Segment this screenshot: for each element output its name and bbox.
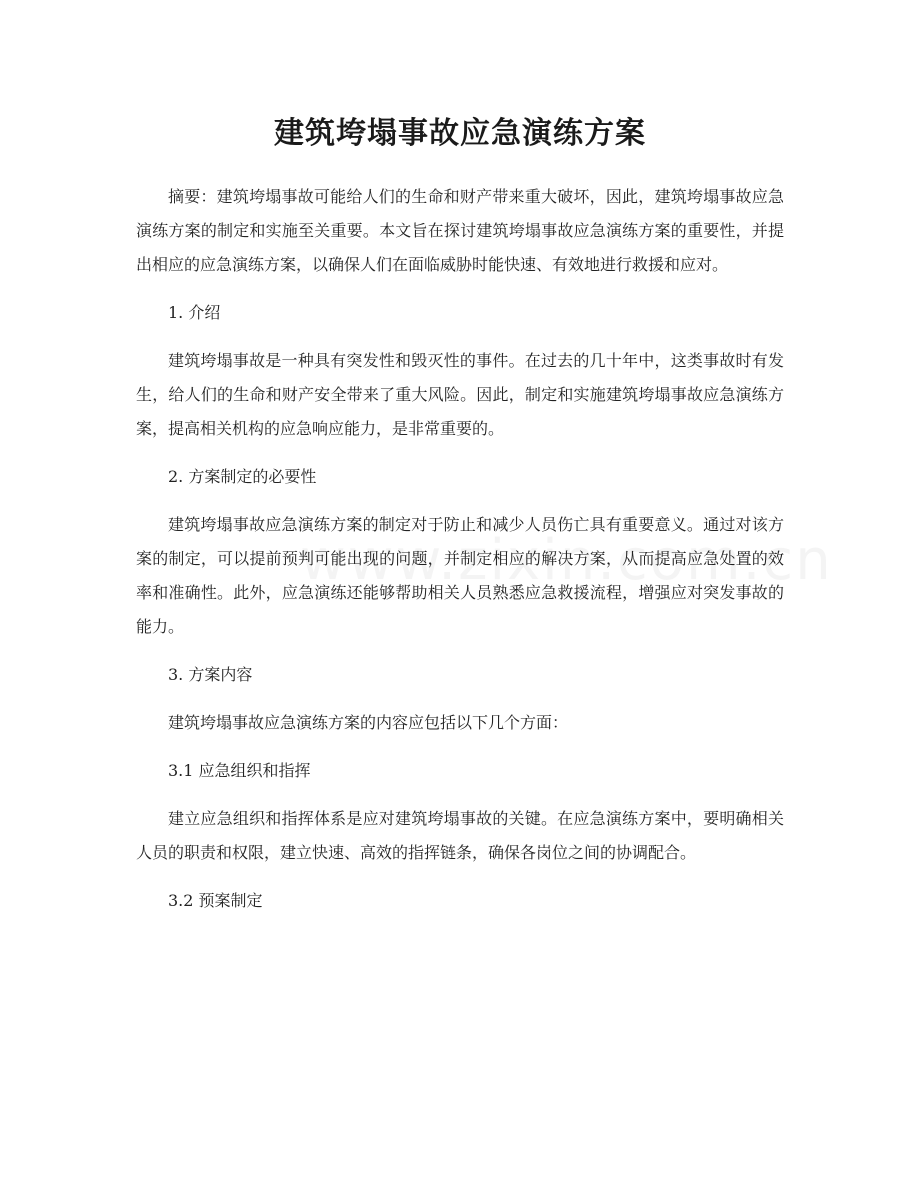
subsection-heading-organization: 3.1 应急组织和指挥 (168, 761, 311, 780)
section-heading-necessity: 2. 方案制定的必要性 (168, 467, 317, 486)
document-title: 建筑垮塌事故应急演练方案 (274, 116, 646, 151)
document-body (136, 180, 784, 932)
necessity-paragraph: 建筑垮塌事故应急演练方案的制定对于防止和减少人员伤亡具有重要意义。通过对该方案的制定，可以提前预判可能出现的问题，并制定相应的解决方案，从而提高应急处置的效率和准确性。此外，应急演练还能够帮助相关人员熟悉应急救援流程，增强应对突发事故的能力。 (136, 515, 784, 636)
abstract-paragraph: 摘要：建筑垮塌事故可能给人们的生命和财产带来重大破坏，因此，建筑垮塌事故应急演练方案的制定和实施至关重要。本文旨在探讨建筑垮塌事故应急演练方案的重要性，并提出相应的应急演练方案，以确保人们在面临威胁时能快速、有效地进行救援和应对。 (136, 187, 784, 274)
content-paragraph: 建筑垮塌事故应急演练方案的内容应包括以下几个方面： (168, 713, 569, 732)
organization-paragraph: 建立应急组织和指挥体系是应对建筑垮塌事故的关键。在应急演练方案中，要明确相关人员的职责和权限，建立快速、高效的指挥链条，确保各岗位之间的协调配合。 (136, 809, 784, 862)
section-heading-intro: 1. 介绍 (168, 303, 221, 322)
section-heading-content: 3. 方案内容 (168, 665, 253, 684)
intro-paragraph: 建筑垮塌事故是一种具有突发性和毁灭性的事件。在过去的几十年中，这类事故时有发生，给人们的生命和财产安全带来了重大风险。因此，制定和实施建筑垮塌事故应急演练方案，提高相关机构的应急响应能力，是非常重要的。 (136, 351, 784, 438)
subsection-heading-plan: 3.2 预案制定 (168, 891, 263, 910)
